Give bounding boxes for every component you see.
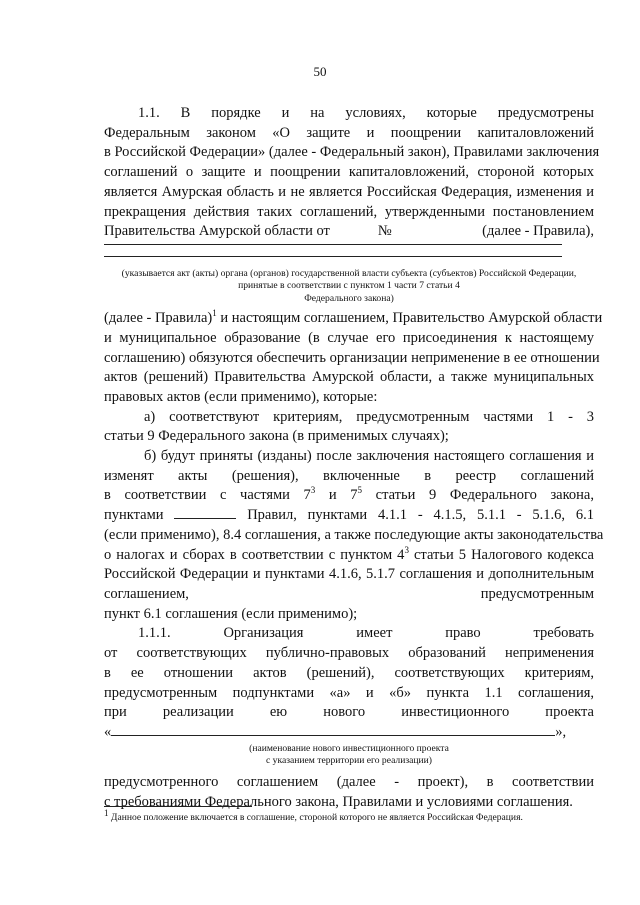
- project-name-line: « »,: [104, 723, 567, 740]
- p111-line-2: от соответствующих публично-правовых образований неприменения: [104, 645, 594, 662]
- points-blank: [174, 506, 236, 519]
- pb-line-1: б) будут приняты (изданы) после заключения настоящего соглашения и: [144, 448, 594, 465]
- page-number: 50: [313, 64, 327, 79]
- pb-line-6: о налогах и сборах в соответствии с пунктом $4^3$ статьи 5 Налогового кодекса: [104, 544, 594, 563]
- act-note-line-1: (указывается акт (акты) органа (органов) государственной власти субъекта (субъектов) Российской Федерации,: [121, 267, 577, 279]
- p2-line-3: соглашению) обязуются обеспечить организации неприменение в ее отношении: [104, 349, 600, 366]
- pb-line-4: пунктами Правил, пунктами 4.1.1 - 4.1.5, 5.1.1 - 5.1.6, 6.1: [104, 507, 595, 524]
- p111-line-4: предусмотренным подпунктами «а» и «б» пункта 1.1 соглашения,: [104, 684, 594, 701]
- project-note: [104, 743, 594, 768]
- pb-line-2: изменят акты (решения), включенные в реестр соглашений: [104, 467, 594, 484]
- p1-line-5: является Амурская область и не является Российская Федерация, изменения и: [104, 183, 594, 200]
- p2-line-5: правовых актов (если применимо), которые:: [104, 388, 378, 405]
- act-note-line-2: принятые в соответствии с пунктом 1 части 7 статьи 4: [238, 280, 460, 292]
- act-fill-line-1: [104, 244, 562, 245]
- act-note-line-3: Федерального закона): [304, 292, 394, 304]
- p2-lead: (далее - Правила): [104, 310, 213, 327]
- footnote-ref: 1: [212, 308, 217, 319]
- p1-last-before: Правительства Амурской области от: [104, 223, 330, 240]
- p1-last-after: (далее - Правила),: [482, 223, 594, 240]
- p1-line-1: 1.1. В порядке и на условиях, которые предусмотрены: [138, 105, 594, 121]
- final-line-1: предусмотренного соглашением (далее - проект), в соответствии: [104, 774, 594, 791]
- p1-line-4: соглашений о защите и поощрении капиталовложений, стороной которых: [104, 164, 594, 181]
- act-note: [104, 268, 594, 305]
- p1-line-3: в Российской Федерации» (далее - Федеральный закон), Правилами заключения: [104, 144, 600, 161]
- p111-line-5: при реализации ею нового инвестиционного проекта: [104, 704, 594, 721]
- pb-line-9: пункт 6.1 соглашения (если применимо);: [104, 605, 358, 622]
- p111-line-1: 1.1.1. Организация имеет право требовать: [138, 625, 594, 642]
- p1-line-7: [104, 222, 594, 242]
- pb-line-5: (если применимо), 8.4 соглашения, а также последующие акты законодательства: [104, 526, 604, 543]
- p1-line-2: Федеральным законом «О защите и поощрении капиталовложений: [104, 124, 594, 141]
- project-note-line-1: (наименование нового инвестиционного проекта: [249, 742, 449, 754]
- act-fill-line-2: [104, 256, 562, 257]
- p2-line-1: [104, 308, 603, 329]
- project-name-blank: [111, 723, 555, 736]
- pb-line-8: соглашением, предусмотренным: [104, 585, 594, 602]
- p2-line-2: и муниципальное образование (в случае его присоединения к настоящему: [104, 329, 594, 346]
- number-sign: №: [377, 223, 392, 240]
- project-note-line-2: с указанием территории его реализации): [265, 755, 432, 767]
- p2-line-4: актов (решений) Правительства Амурской области, а также муниципальных: [104, 369, 594, 386]
- pa-line-1: а) соответствуют критериям, предусмотренным частями 1 - 3: [144, 408, 594, 425]
- p1-line-6: прекращения действия таких соглашений, утвержденными постановлением: [104, 203, 594, 220]
- p111-line-3: в ее отношении актов (решений), соответствующих критериям,: [104, 664, 594, 681]
- document-body: [104, 104, 604, 813]
- pb-line-7: Российской Федерации и пунктами 4.1.6, 5.1.7 соглашения и дополнительным: [104, 566, 594, 583]
- final-line-2: с требованиями Федерального закона, Правилами и условиями соглашения.: [104, 794, 573, 811]
- footnote: $^1$ Данное положение включается в соглашение, стороной которого не является Российская Федерация.: [104, 807, 523, 823]
- p2-rest: и настоящим соглашением, Правительство Амурской области: [216, 310, 603, 327]
- pa-line-2: статьи 9 Федерального закона (в применимых случаях);: [104, 428, 449, 445]
- pb-line-3: в соответствии с частями $7^3$ и $7^5$ статьи 9 Федерального закона,: [104, 485, 594, 504]
- footnote-separator: [104, 806, 252, 807]
